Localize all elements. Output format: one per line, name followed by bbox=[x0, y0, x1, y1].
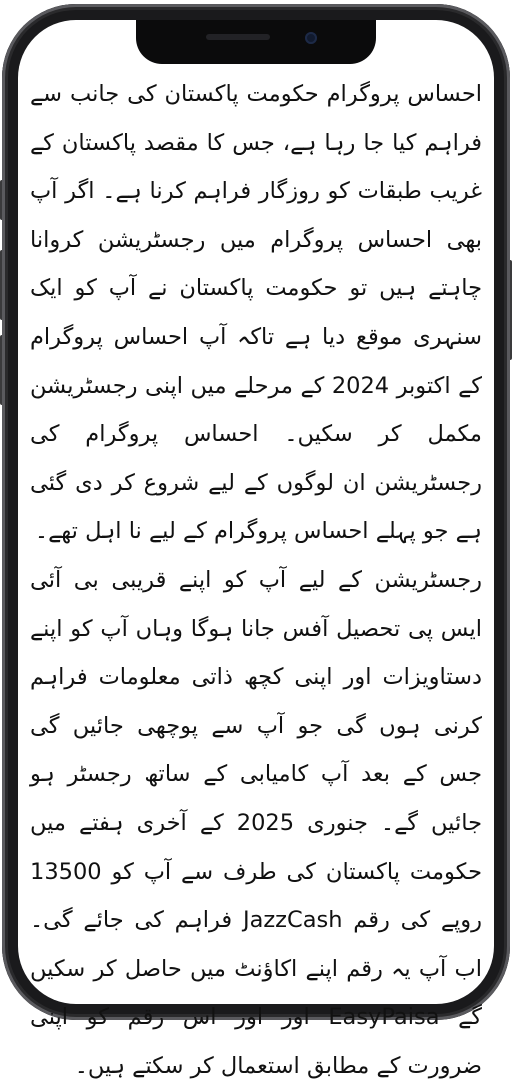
article-body bbox=[30, 70, 482, 1090]
front-camera-icon bbox=[305, 32, 317, 44]
phone-notch bbox=[136, 20, 376, 64]
speaker-grille bbox=[206, 34, 270, 40]
article-paragraph-2: رجسٹریشن کے لیے آپ کو اپنے قریبی بی آئی ایس پی تحصیل آفس جانا ہوگا وہاں آپ کو اپنے دستاویزات اور اپنی کچھ ذاتی معلومات فراہم کرنی ہوں گی جو آپ سے پوچھی جائیں گی جس کے بعد آپ کامیابی کے ساتھ رجسٹر ہو جائیں گے۔ جنوری 2025 کے آخری ہفتے میں حکومت پاکستان کی طرف سے آپ کو 13500 روپے کی رقم JazzCash فراہم کی جائے گی۔ اب آپ یہ رقم اپنے اکاؤنٹ میں حاصل کر سکیں گے EasyPaisa اور اور اس رقم کو اپنی ضرورت کے مطابق استعمال کر سکتے ہیں۔ bbox=[30, 566, 483, 1079]
article-paragraph-1: احساس پروگرام حکومت پاکستان کی جانب سے فراہم کیا جا رہا ہے، جس کا مقصد پاکستان کے غریب طبقات کو روزگار فراہم کرنا ہے۔ اگر آپ بھی احساس پروگرام میں رجسٹریشن کروانا چاہتے ہیں تو حکومت پاکستان نے آپ کو ایک سنہری موقع دیا ہے تاکہ آپ احساس پروگرام کے اکتوبر 2024 کے مرحلے میں اپنی رجسٹریشن مکمل کر سکیں۔ احساس پروگرام کی رجسٹریشن ان لوگوں کے لیے شروع کر دی گئی ہے جو پہلے احساس پروگرام کے لیے نا اہل تھے۔ bbox=[30, 81, 482, 545]
